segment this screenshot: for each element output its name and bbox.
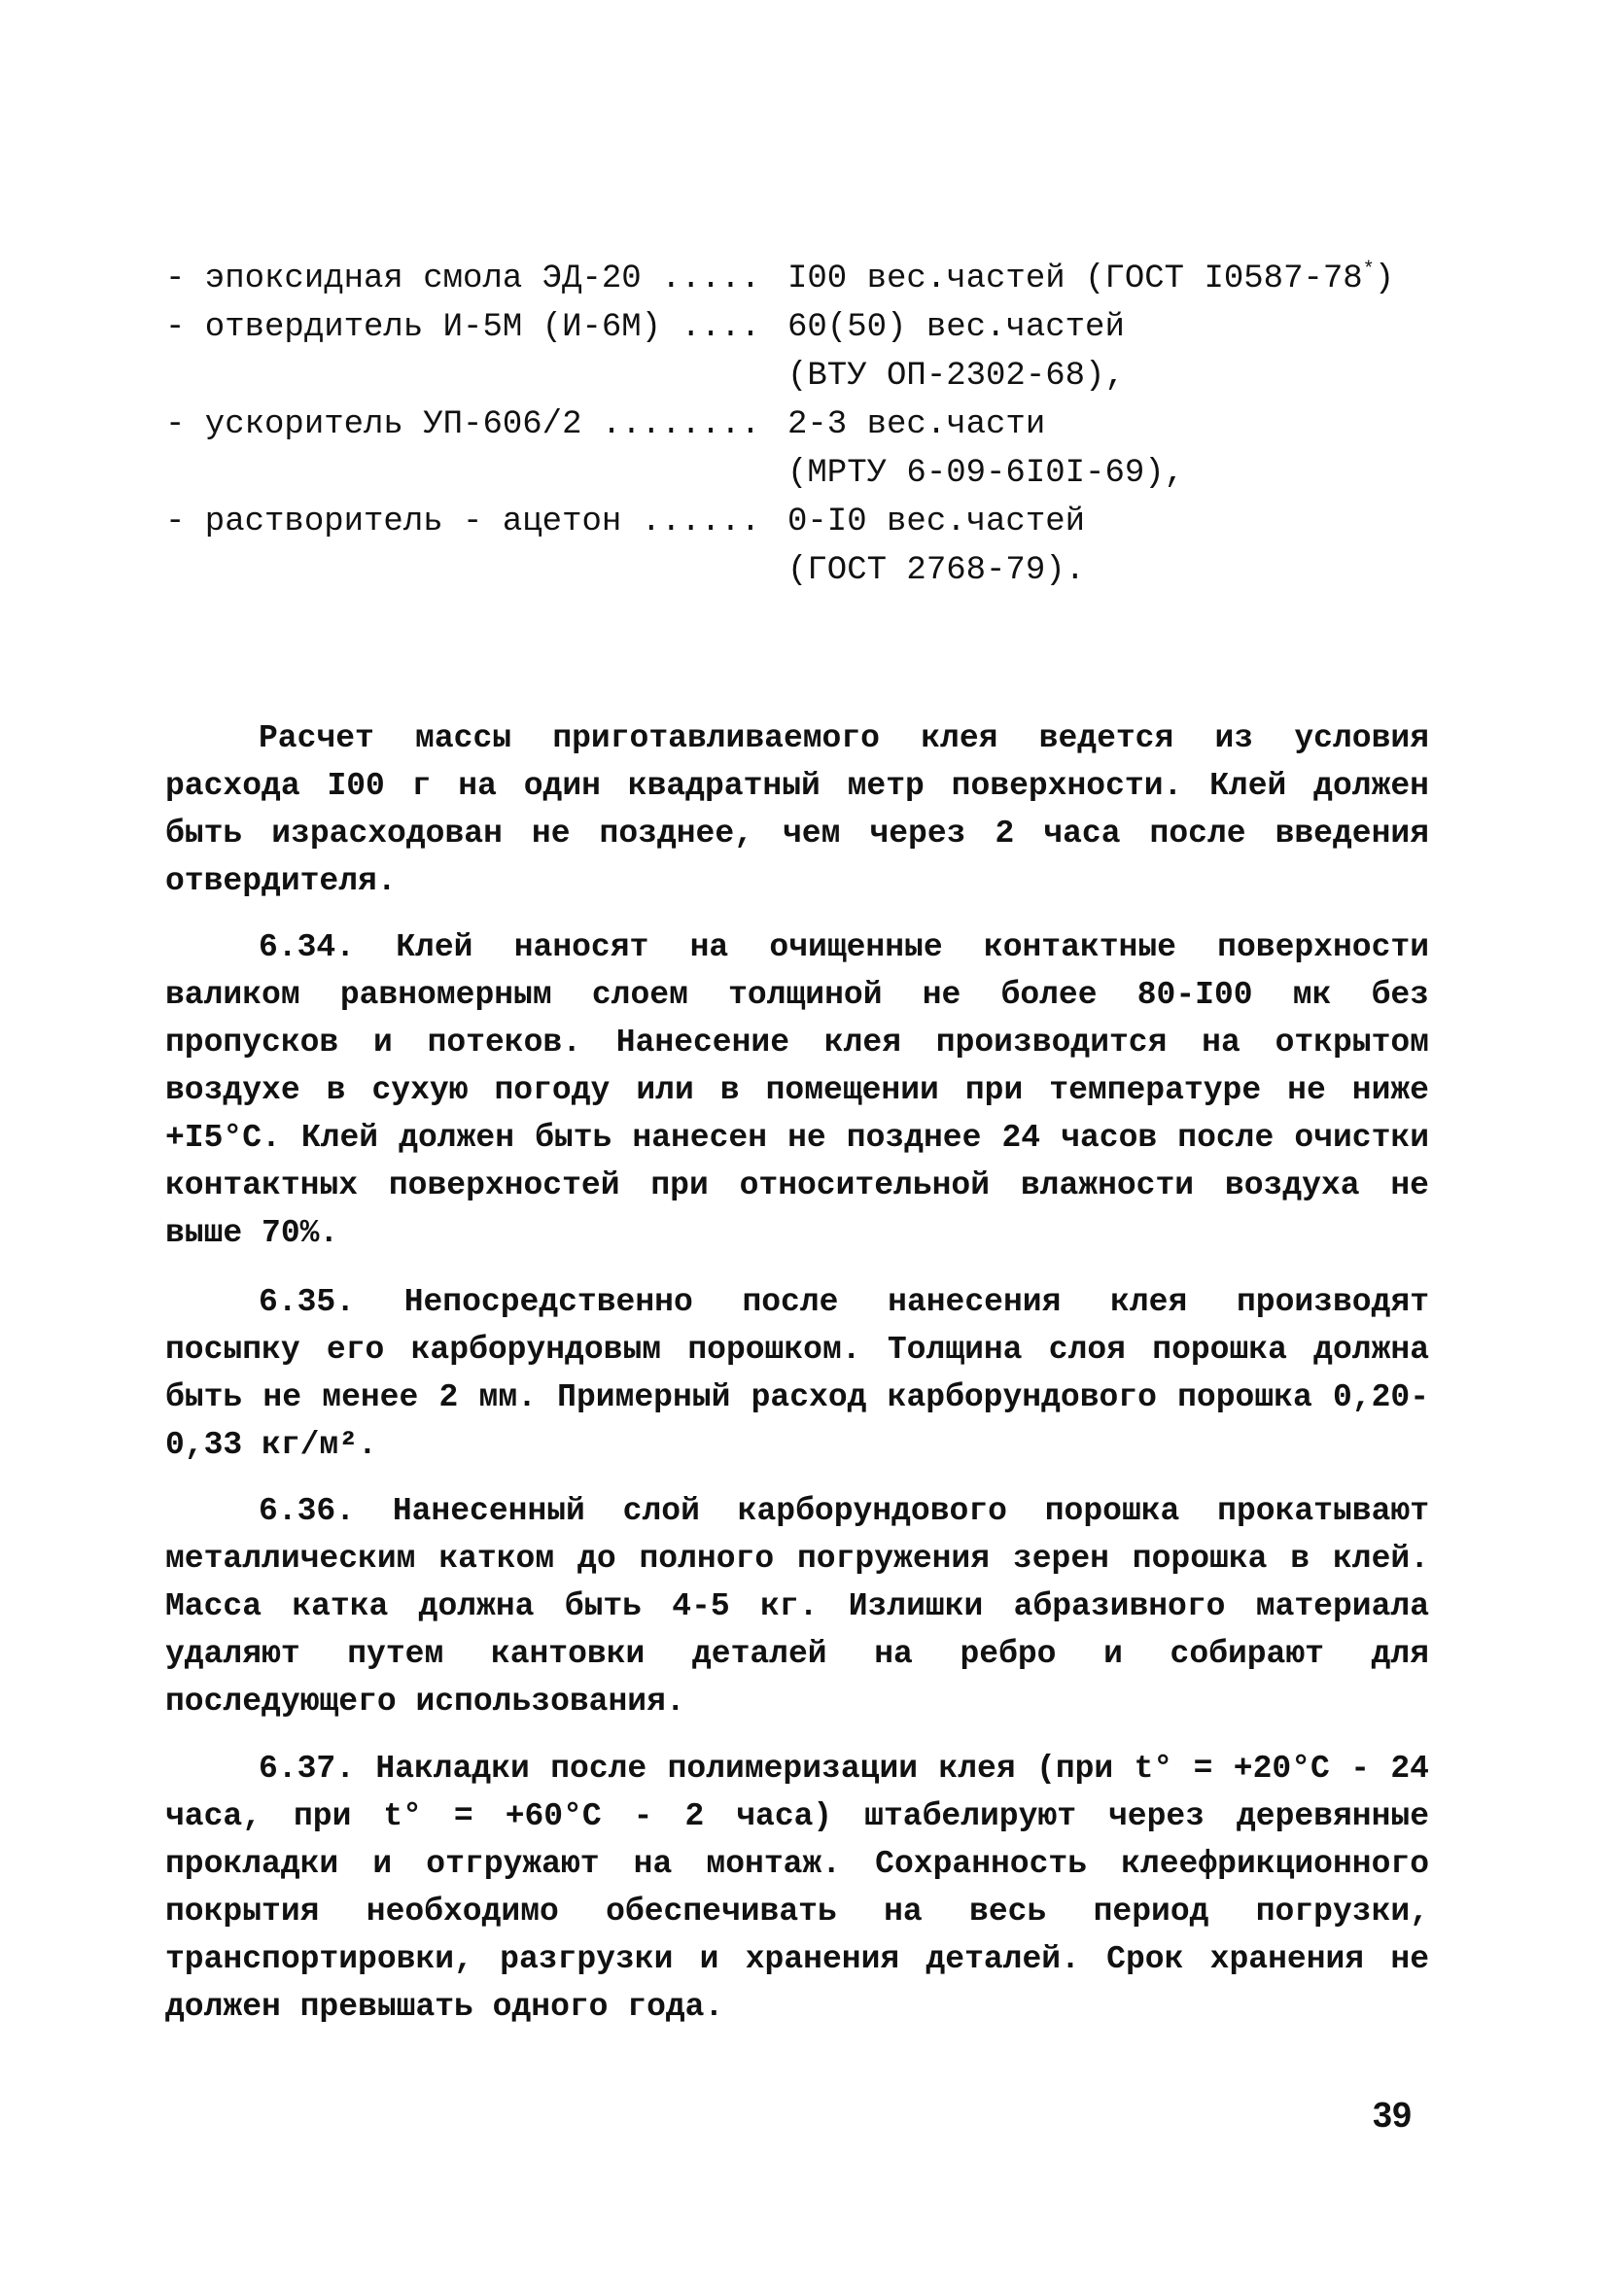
component-value: 60(50) вес.частей [787,309,1125,346]
component-value: 0-I0 вес.частей [787,504,1086,540]
paragraph-6-37 [165,1745,1429,2031]
paragraph-6-36 [165,1487,1429,1725]
component-standard: (ГОСТ 2768-79). [787,552,1086,589]
paragraph-text: Расчет массы приготавливаемого клея ведется из условия расхода I00 г на один квадратный метр поверхности. Клей должен быть израсходован не позднее, чем через 2 часа после введения отвердителя. [165,720,1429,899]
paragraph-6-35 [165,1278,1429,1469]
component-name: - отвердитель И-5М (И-6М) .... [165,309,761,346]
component-name: - ускоритель УП-606/2 ........ [165,406,761,443]
component-name: - растворитель - ацетон ...... [165,504,761,540]
component-list [165,255,1429,595]
component-row [165,255,1429,303]
component-name: - эпоксидная смола ЭД-20 ..... [165,261,761,297]
paragraph-text: 6.36. Нанесенный слой карборундового порошка прокатывают металлическим катком до полного погружения зерен порошка в клей. Масса катка должна быть 4-5 кг. Излишки абразивного материала удаляют путем кантовки деталей на ребро и собирают для последующего использования. [165,1493,1429,1720]
paragraph-text: 6.37. Накладки после полимеризации клея (при t° = +20°С - 24 часа, при t° = +60°С - 2 часа) штабелируют через деревянные прокладки и отгружают на монтаж. Сохранность клеефрикционного покрытия необходимо обеспечивать на весь период погрузки, транспортировки, разгрузки и хранения деталей. Срок хранения не должен превышать одного года. [165,1751,1429,2025]
paragraph-text: 6.34. Клей наносят на очищенные контактные поверхности валиком равномерным слоем толщиной не более 80-I00 мк без пропусков и потеков. Нанесение клея производится на открытом воздухе в сухую погоду или в помещении при температуре не ниже +I5°С. Клей должен быть нанесен не позднее 24 часов после очистки контактных поверхностей при относительной влажности воздуха не выше 70%. [165,929,1429,1251]
component-standard: (ВТУ ОП-2302-68), [787,358,1125,395]
paragraph-text: 6.35. Непосредственно после нанесения клея производят посыпку его карборундовым порошком. Толщина слоя порошка должна быть не менее 2 мм. Примерный расход карборундового порошка 0,20-0,33 кг/м². [165,1284,1429,1463]
component-row [165,400,1429,449]
component-value: 2-3 вес.части [787,406,1046,443]
component-row [165,498,1429,546]
paragraph-6-34 [165,923,1429,1257]
paragraph-glue-mass [165,714,1429,905]
component-standard: (МРТУ 6-09-6I0I-69), [787,455,1185,492]
component-value: I00 вес.частей (ГОСТ I0587-78*) [787,259,1395,297]
asterisk-mark: * [1362,259,1375,282]
page-number: 39 [1373,2095,1413,2135]
component-row [165,303,1429,352]
